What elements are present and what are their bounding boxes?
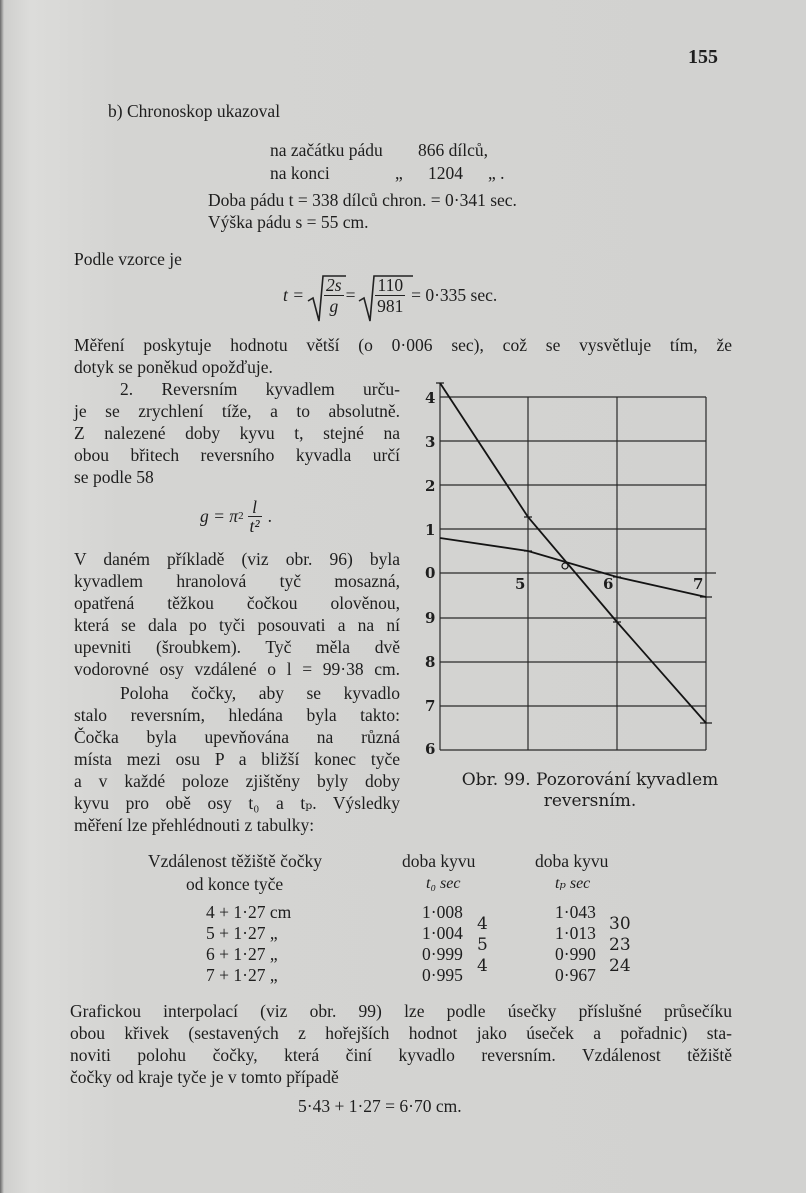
tp-diff: 30: [609, 914, 631, 934]
row-distance: 7 + 1·27 „: [206, 965, 278, 985]
closing-paragraph: Grafickou interpolací (viz obr. 99) lze podle úsečky příslušné průsečíku obou křivek (sestavených z hořejších hodnot jako úseček a pořadnic) sta- noviti polohu čočky, která činí kyvadlo reversním. Vzdálenost těžiště čočky od kraje tyče je v tomto případě: [70, 1001, 732, 1087]
formula-result: = 0·335 sec.: [411, 285, 498, 305]
col3-header-2: tₚ sec: [555, 875, 591, 892]
y-tick-label: 4: [425, 389, 436, 407]
y-tick-label: 0: [425, 564, 436, 582]
row-tp: 1·043: [555, 902, 596, 922]
row-tp: 0·990: [555, 944, 596, 964]
start-label: na začátku pádu: [270, 140, 383, 160]
fall-formula: [283, 270, 497, 320]
t0-diff: 4: [477, 956, 488, 976]
row-t0: 0·999: [422, 944, 463, 964]
t0-diff: 5: [477, 935, 488, 955]
final-result: 5·43 + 1·27 = 6·70 cm.: [298, 1096, 462, 1116]
row-distance: 6 + 1·27 „: [206, 944, 278, 964]
duration-line: Doba pádu t = 338 dílců chron. = 0·341 sec.: [208, 190, 517, 210]
end-ditto: „: [395, 163, 403, 183]
section-2-para2: V daném příkladě (viz obr. 96) byla kyvadlem hranolová tyč mosazná, opatřená těžkou čočkou olověnou, která se dala po tyči posouvati a na ní upevniti (šroubkem). Tyč měla dvě vodorovné osy vzdálené o l = 99·38 cm.: [74, 549, 400, 679]
gravity-formula: g = π 2 $\frac{l}{\text{t²}}$ .: [200, 496, 272, 536]
y-tick-label: 8: [425, 653, 436, 671]
radical-sign-icon: [357, 271, 413, 325]
x-tick-label: 7: [693, 575, 704, 593]
end-suffix: „ .: [488, 163, 505, 183]
col3-header-1: doba kyvu: [535, 851, 609, 871]
y-tick-label: 1: [425, 521, 436, 539]
y-tick-label: 6: [425, 740, 436, 758]
row-tp: 1·013: [555, 923, 596, 943]
y-tick-label: 3: [425, 433, 436, 451]
figure-99-graph: [410, 375, 740, 765]
conclusion-line-2: dotyk se poněkud opožďuje.: [74, 357, 273, 377]
section-2-line: obou břitech reversního kyvadla určí: [74, 445, 400, 465]
row-t0: 0·995: [422, 965, 463, 985]
col1-header-2: od konce tyče: [186, 874, 284, 894]
tp-diff: 24: [609, 956, 631, 976]
section-2-line: se podle 58: [74, 467, 154, 487]
y-tick-label: 7: [425, 697, 436, 715]
sqrt-110-over-981: $\frac{110}{981}$: [357, 275, 405, 316]
y-tick-label: 2: [425, 477, 436, 495]
end-value: 1204: [428, 163, 463, 183]
col1-header-1: Vzdálenost těžiště čočky: [148, 851, 322, 871]
formula-intro: Podle vzorce je: [74, 249, 182, 269]
section-2-line: je se zrychlení tíže, a to absolutně.: [74, 401, 400, 421]
row-tp: 0·967: [555, 965, 596, 985]
caption-line-1: Obr. 99. Pozorování kyvadlem: [461, 770, 719, 790]
col2-header-2: t₀ sec: [426, 875, 461, 892]
formula-eq: =: [345, 285, 356, 305]
section-2-line: Z nalezené doby kyvu t, stejné na: [74, 423, 400, 443]
start-value: 866 dílců,: [418, 140, 488, 160]
row-distance: 5 + 1·27 „: [206, 923, 278, 943]
sqrt-2s-over-g: $\frac{2s}{g}$: [306, 275, 344, 316]
radical-sign-icon: [306, 271, 346, 325]
formula-lhs: t =: [283, 285, 305, 305]
x-tick-label: 6: [603, 575, 614, 593]
intersection-marker: [562, 563, 568, 569]
figure-caption: [402, 770, 778, 812]
section-2-line: 2. Reversním kyvadlem urču-: [120, 379, 400, 399]
height-line: Výška pádu s = 55 cm.: [208, 212, 369, 232]
section-2-text: [74, 378, 400, 488]
graph-plot: [410, 375, 740, 765]
t0-diff: 4: [477, 914, 488, 934]
x-tick-label: 5: [515, 575, 526, 593]
y-tick-label: 9: [425, 609, 436, 627]
section-b-intro: b) Chronoskop ukazoval: [108, 101, 281, 121]
end-label: na konci: [270, 163, 330, 183]
row-t0: 1·004: [422, 923, 463, 943]
tp-diff: 23: [609, 935, 631, 955]
row-t0: 1·008: [422, 902, 463, 922]
measurement-table: [130, 850, 650, 990]
conclusion-line-1: Měření poskytuje hodnotu větší (o 0·006 sec), což se vysvětluje tím, že: [74, 335, 732, 355]
section-2-para3: Poloha čočky, aby se kyvadlo stalo reversním, hledána byla takto: Čočka byla upevňována na různá místa mezi osu P a bližší konec tyče a v každé poloze zjištěny byly doby kyvu pro obě osy t₀ a tₚ. Výsledky měření lze přehlédnouti z tabulky:: [74, 683, 400, 835]
caption-line-2: reversním.: [543, 791, 637, 811]
page-number: 155: [688, 46, 718, 68]
row-distance: 4 + 1·27 cm: [206, 902, 292, 922]
col2-header-1: doba kyvu: [402, 851, 476, 871]
